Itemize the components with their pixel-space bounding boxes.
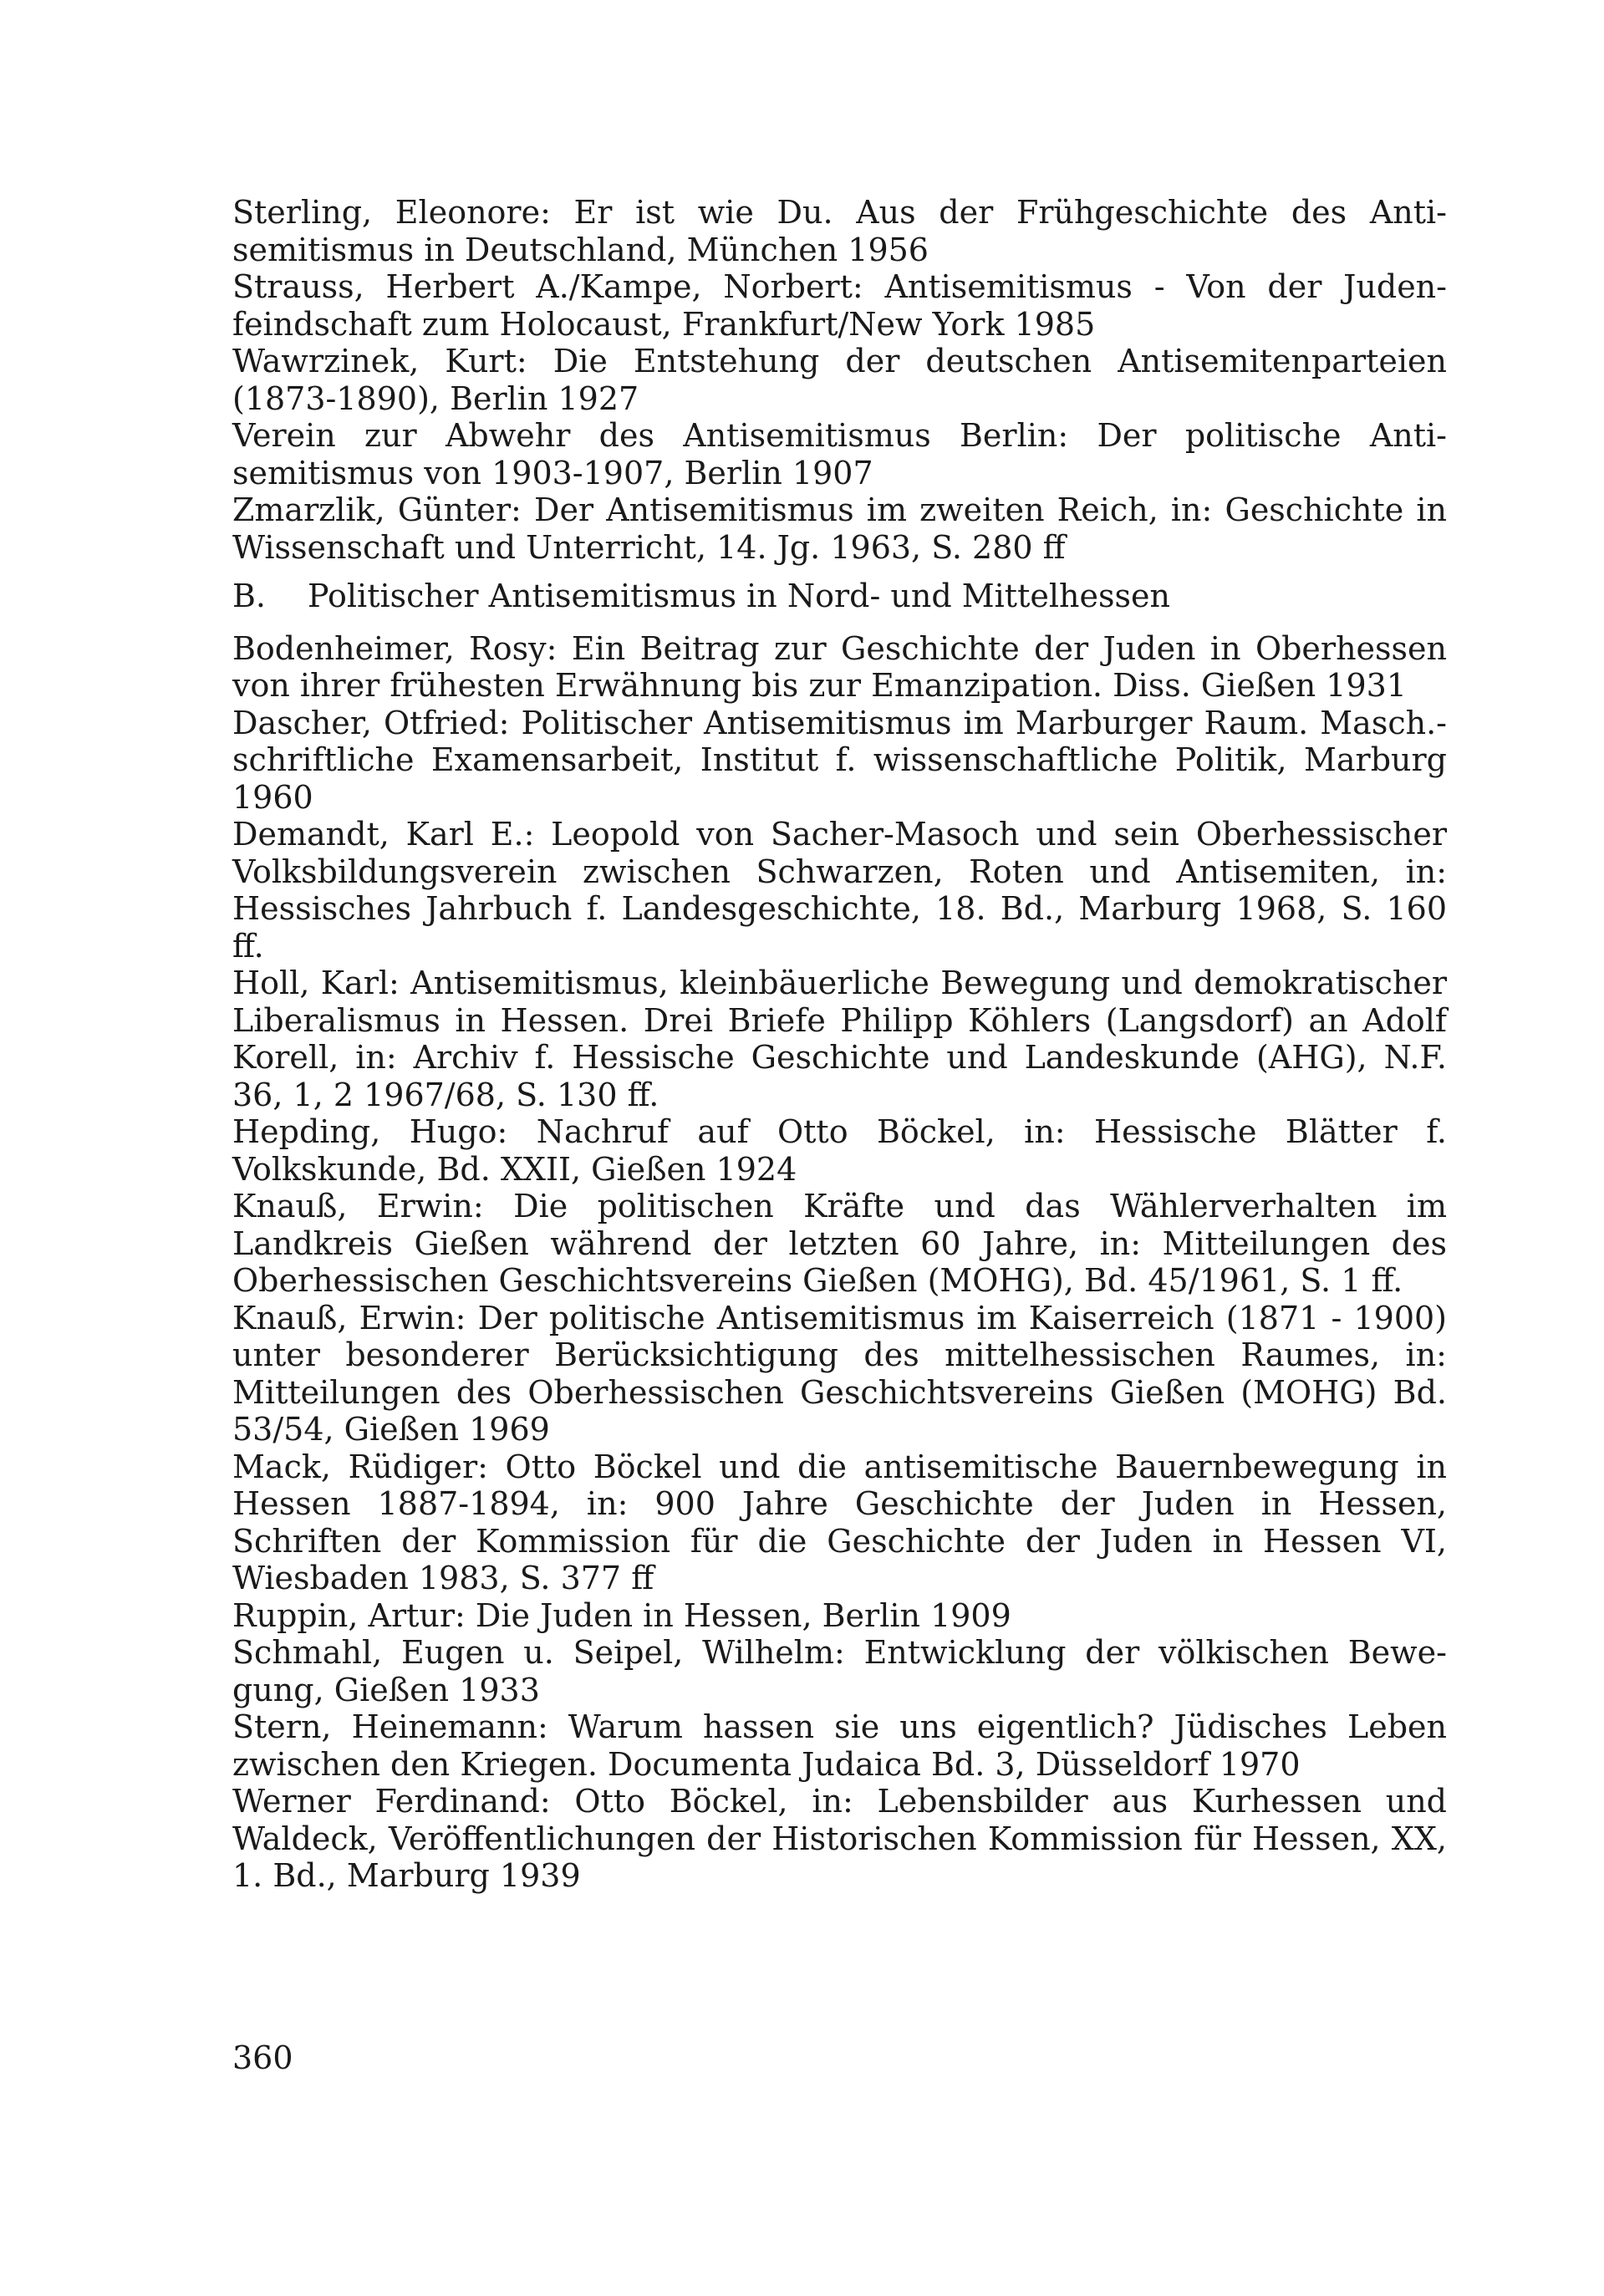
section-title: Politischer Antisemitismus in Nord- und Mittelhessen xyxy=(308,578,1170,614)
bibliography-entry: Demandt, Karl E.: Leopold von Sacher-Masoch und sein Oberhessischer Volksbildungsverein zwischen Schwarzen, Roten und Antisemiten, in: Hessisches Jahrbuch f. Landesgeschichte, 18. Bd., Marburg 1968, S. 160 ff. xyxy=(232,816,1447,965)
bibliography-entry: Zmarzlik, Günter: Der Antisemitismus im zweiten Reich, in: Geschichte in Wissenschaft und Unterricht, 14. Jg. 1963, S. 280 ff xyxy=(232,491,1447,566)
bibliography-entry: Knauß, Erwin: Die politischen Kräfte und das Wählerverhalten im Landkreis Gießen während der letzten 60 Jahre, in: Mitteilungen des Oberhessischen Geschichtsvereins Gießen (MOHG), Bd. 45/1961, S. 1 ff. xyxy=(232,1188,1447,1299)
bibliography-section-a xyxy=(232,194,1447,566)
bibliography-section-b xyxy=(232,630,1447,1895)
bibliography-entry: Sterling, Eleonore: Er ist wie Du. Aus der Frühgeschichte des Antisemitismus in Deutschland, München 1956 xyxy=(232,194,1447,268)
bibliography-entry: Bodenheimer, Rosy: Ein Beitrag zur Geschichte der Juden in Oberhessen von ihrer frühesten Erwähnung bis zur Emanzipation. Diss. Gießen 1931 xyxy=(232,629,1447,704)
section-letter: B. xyxy=(232,578,267,614)
bibliography-body xyxy=(232,194,1447,1895)
bibliography-entry: Ruppin, Artur: Die Juden in Hessen, Berlin 1909 xyxy=(232,1596,1011,1634)
page-number: 360 xyxy=(232,2039,293,2076)
bibliography-entry: Holl, Karl: Antisemitismus, kleinbäuerliche Bewegung und demokratischer Liberalismus in Hessen. Drei Briefe Philipp Köhlers (Langsdorf) an Adolf Korell, in: Archiv f. Hessische Geschichte und Landeskunde (AHG), N.F. 36, 1, 2 1967/68, S. 130 ff. xyxy=(232,965,1447,1113)
bibliography-entry: Mack, Rüdiger: Otto Böckel und die antisemitische Bauernbewegung in Hessen 1887-1894, in: 900 Jahre Geschichte der Juden in Hessen, Schriften der Kommission für die Geschichte der Juden in Hessen VI, Wiesbaden 1983, S. 377 ff xyxy=(232,1448,1447,1596)
bibliography-entry: Dascher, Otfried: Politischer Antisemitismus im Marburger Raum. Masch.-schriftliche Examensarbeit, Institut f. wissenschaftliche Politik, Marburg 1960 xyxy=(232,704,1447,816)
bibliography-entry: Strauss, Herbert A./Kampe, Norbert: Antisemitismus - Von der Judenfeindschaft zum Holocaust, Frankfurt/New York 1985 xyxy=(232,268,1447,343)
bibliography-entry: Werner Ferdinand: Otto Böckel, in: Lebensbilder aus Kurhessen und Waldeck, Veröffentlichungen der Historischen Kommission für Hessen, XX, 1. Bd., Marburg 1939 xyxy=(232,1783,1447,1894)
bibliography-entry: Verein zur Abwehr des Antisemitismus Berlin: Der politische Antisemitismus von 1903-1907, Berlin 1907 xyxy=(232,417,1447,491)
bibliography-entry: Knauß, Erwin: Der politische Antisemitismus im Kaiserreich (1871 - 1900) unter besonderer Berücksichtigung des mittelhessischen Raumes, in: Mitteilungen des Oberhessischen Geschichtsvereins Gießen (MOHG) Bd. 53/54, Gießen 1969 xyxy=(232,1299,1447,1448)
section-heading xyxy=(232,578,1447,615)
bibliography-entry: Schmahl, Eugen u. Seipel, Wilhelm: Entwicklung der völkischen Bewegung, Gießen 1933 xyxy=(232,1634,1447,1708)
bibliography-entry: Hepding, Hugo: Nachruf auf Otto Böckel, in: Hessische Blätter f. Volkskunde, Bd. XXII, Gießen 1924 xyxy=(232,1113,1447,1188)
bibliography-entry: Stern, Heinemann: Warum hassen sie uns eigentlich? Jüdisches Leben zwischen den Kriegen. Documenta Judaica Bd. 3, Düsseldorf 1970 xyxy=(232,1708,1447,1783)
bibliography-entry: Wawrzinek, Kurt: Die Entstehung der deutschen Antisemitenparteien (1873-1890), Berlin 1927 xyxy=(232,343,1447,417)
